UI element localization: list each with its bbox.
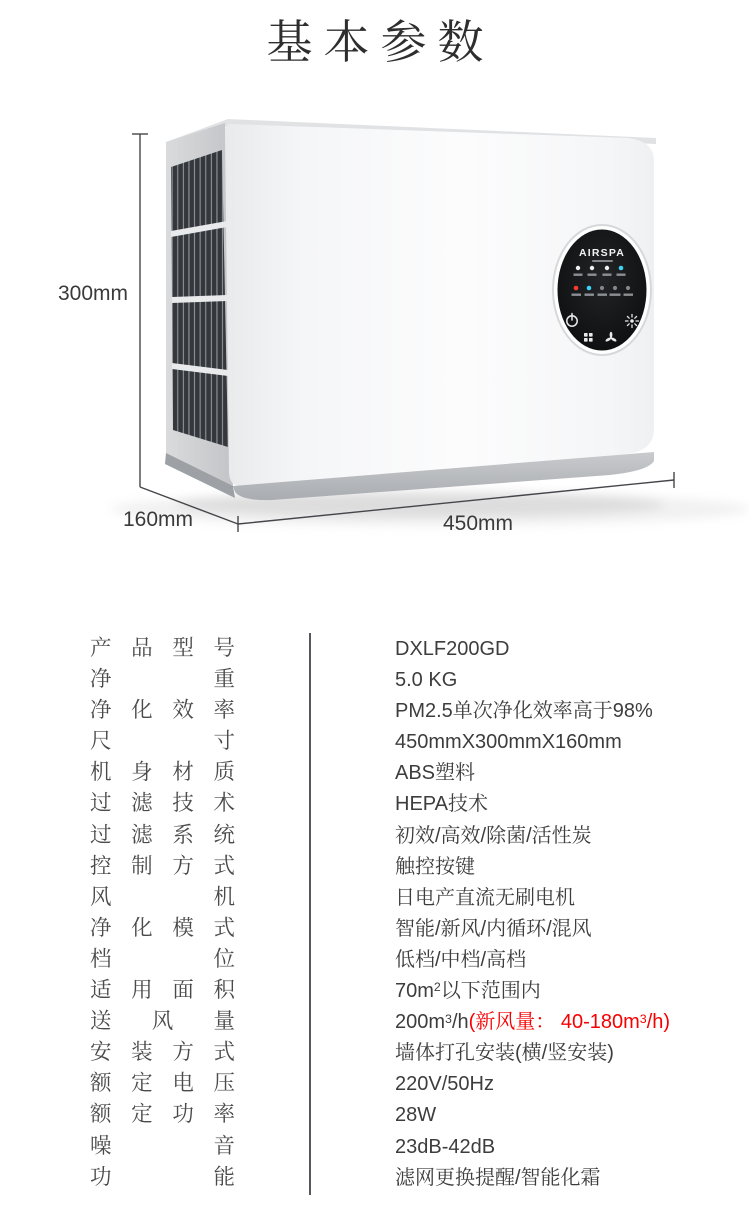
spec-value: 智能/新风/内循环/混风 (395, 917, 592, 940)
spec-label: 净化效率 (90, 698, 235, 723)
spec-row (0, 820, 750, 851)
device-shadow (110, 492, 750, 526)
spec-value: 初效/高效/除菌/活性炭 (395, 824, 592, 847)
spec-row (0, 633, 750, 664)
spec-row (0, 944, 750, 975)
spec-row (0, 882, 750, 913)
spec-row (0, 1162, 750, 1193)
spec-row (0, 851, 750, 882)
spec-label: 控制方式 (90, 853, 235, 878)
spec-label: 产品型号 (90, 636, 235, 660)
spec-row (0, 1006, 750, 1037)
spec-value: 触控按键 (395, 855, 475, 878)
spec-label: 档位 (90, 946, 235, 971)
spec-value: 450mmX300mmX160mm (395, 731, 622, 754)
spec-value: 日电产直流无刷电机 (395, 886, 575, 909)
width-dimension-label: 450mm (442, 512, 514, 535)
spec-label: 额定电压 (90, 1071, 235, 1096)
spec-value: 低档/中档/高档 (395, 948, 527, 971)
spec-label: 安装方式 (90, 1040, 235, 1065)
spec-label: 尺寸 (90, 729, 235, 754)
spec-label: 机身材质 (90, 760, 235, 785)
brand-logo: AIRSPA (578, 247, 626, 259)
spec-table (0, 633, 750, 1193)
spec-label: 适用面积 (90, 978, 235, 1003)
spec-value: HEPA技术 (395, 793, 488, 816)
spec-value: 28W (395, 1104, 437, 1127)
spec-value: 墙体打孔安装(横/竖安装) (395, 1042, 614, 1065)
spec-label: 净重 (90, 667, 235, 692)
spec-row (0, 664, 750, 695)
air-intake-grille (171, 150, 228, 447)
spec-row (0, 726, 750, 757)
depth-dimension-label: 160mm (122, 508, 194, 531)
spec-value: DXLF200GD (395, 638, 510, 660)
spec-row (0, 788, 750, 819)
spec-value: 23dB-42dB (395, 1135, 496, 1158)
spec-table-divider (309, 633, 311, 1195)
spec-label: 过滤技术 (90, 791, 235, 816)
spec-value: 220V/50Hz (395, 1073, 494, 1096)
spec-value: 5.0 KG (395, 669, 458, 692)
spec-label: 噪音 (90, 1133, 235, 1158)
spec-label: 净化模式 (90, 915, 235, 940)
spec-label: 风机 (90, 884, 235, 909)
spec-value: $70m^2$以下范围内 (395, 980, 541, 1003)
spec-label: 过滤系统 (90, 822, 235, 847)
defrost-icon (626, 315, 639, 328)
device-illustration (0, 95, 750, 565)
spec-row (0, 1037, 750, 1068)
spec-row (0, 913, 750, 944)
spec-row (0, 757, 750, 788)
spec-row (0, 1131, 750, 1162)
spec-label: 送风量 (90, 1009, 235, 1034)
spec-row (0, 1099, 750, 1130)
spec-row (0, 695, 750, 726)
spec-value: ABS塑料 (395, 762, 476, 785)
page-title: 基本参数 (266, 16, 495, 68)
control-panel (553, 225, 651, 355)
spec-row (0, 1068, 750, 1099)
spec-label: 额定功率 (90, 1102, 235, 1127)
spec-value: PM2.5单次净化效率高于98% (395, 700, 653, 723)
spec-value: $200m^3/h$(新风量： $40-180m^3/h$) (395, 1011, 671, 1034)
spec-label: 功能 (90, 1164, 235, 1189)
spec-value: 滤网更换提醒/智能化霜 (395, 1166, 601, 1189)
spec-row (0, 975, 750, 1006)
height-dimension-label: 300mm (57, 282, 129, 305)
